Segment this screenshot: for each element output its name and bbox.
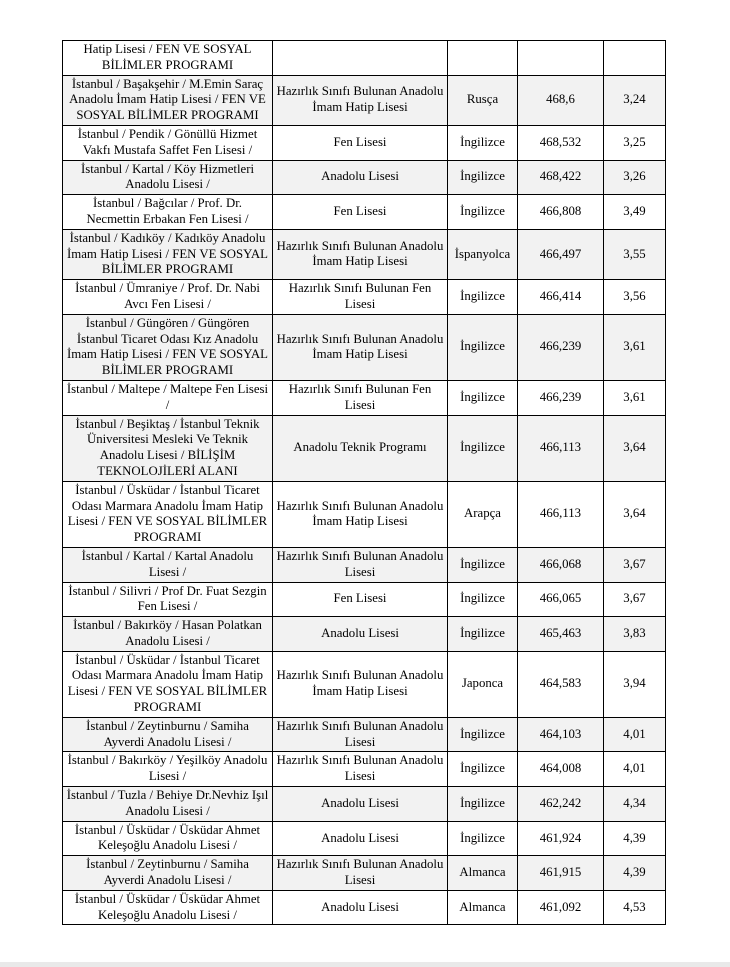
percentile-cell [604,41,666,76]
score-cell: 465,463 [518,617,604,652]
percentile-cell: 4,01 [604,717,666,752]
score-cell: 464,103 [518,717,604,752]
table-row [63,314,666,380]
table-body [63,41,666,925]
percentile-cell: 3,83 [604,617,666,652]
school-type-cell: Hazırlık Sınıfı Bulunan Anadolu İmam Hatip Lisesi [273,314,448,380]
score-cell: 468,532 [518,125,604,160]
school-cell: İstanbul / Tuzla / Behiye Dr.Nevhiz Işıl Anadolu Lisesi / [63,787,273,822]
school-type-cell: Hazırlık Sınıfı Bulunan Anadolu Lisesi [273,752,448,787]
table-row [63,380,666,415]
table-row [63,41,666,76]
percentile-cell: 3,94 [604,651,666,717]
percentile-cell: 3,64 [604,481,666,547]
school-type-cell: Anadolu Teknik Programı [273,415,448,481]
table-row [63,752,666,787]
school-cell: İstanbul / Başakşehir / M.Emin Saraç Anadolu İmam Hatip Lisesi / FEN VE SOSYAL BİLİMLER PROGRAMI [63,75,273,125]
school-cell: İstanbul / Kartal / Köy Hizmetleri Anadolu Lisesi / [63,160,273,195]
score-cell: 468,6 [518,75,604,125]
percentile-cell: 4,53 [604,890,666,925]
language-cell: İngilizce [448,582,518,617]
school-cell: İstanbul / Zeytinburnu / Samiha Ayverdi Anadolu Lisesi / [63,717,273,752]
score-cell: 468,422 [518,160,604,195]
table-row [63,717,666,752]
table-row [63,481,666,547]
school-cell: İstanbul / Güngören / Güngören İstanbul Ticaret Odası Kız Anadolu İmam Hatip Lisesi / FEN VE SOSYAL BİLİMLER PROGRAMI [63,314,273,380]
school-cell: İstanbul / Silivri / Prof Dr. Fuat Sezgin Fen Lisesi / [63,582,273,617]
language-cell: İngilizce [448,380,518,415]
school-cell: İstanbul / Üsküdar / Üsküdar Ahmet Keleşoğlu Anadolu Lisesi / [63,890,273,925]
school-cell: İstanbul / Kadıköy / Kadıköy Anadolu İmam Hatip Lisesi / FEN VE SOSYAL BİLİMLER PROGRAMI [63,229,273,279]
school-cell: İstanbul / Bakırköy / Hasan Polatkan Anadolu Lisesi / [63,617,273,652]
school-cell: İstanbul / Pendik / Gönüllü Hizmet Vakfı Mustafa Saffet Fen Lisesi / [63,125,273,160]
school-type-cell: Hazırlık Sınıfı Bulunan Fen Lisesi [273,280,448,315]
score-cell: 466,065 [518,582,604,617]
language-cell: İngilizce [448,787,518,822]
table-row [63,582,666,617]
score-cell: 461,924 [518,821,604,856]
language-cell: Rusça [448,75,518,125]
language-cell: İngilizce [448,195,518,230]
score-cell: 466,239 [518,380,604,415]
table-row [63,75,666,125]
language-cell: Almanca [448,890,518,925]
percentile-cell: 3,24 [604,75,666,125]
language-cell: İngilizce [448,314,518,380]
score-cell: 466,808 [518,195,604,230]
school-table [62,40,666,925]
score-cell: 466,239 [518,314,604,380]
school-type-cell: Hazırlık Sınıfı Bulunan Anadolu İmam Hatip Lisesi [273,481,448,547]
language-cell: İngilizce [448,752,518,787]
school-type-cell: Anadolu Lisesi [273,787,448,822]
score-cell: 466,113 [518,481,604,547]
school-type-cell: Anadolu Lisesi [273,160,448,195]
table-row [63,195,666,230]
language-cell: Japonca [448,651,518,717]
school-type-cell: Hazırlık Sınıfı Bulunan Anadolu Lisesi [273,547,448,582]
language-cell: İngilizce [448,617,518,652]
table-row [63,821,666,856]
language-cell: İngilizce [448,415,518,481]
percentile-cell: 3,67 [604,547,666,582]
percentile-cell: 3,26 [604,160,666,195]
percentile-cell: 3,49 [604,195,666,230]
school-type-cell [273,41,448,76]
school-cell: İstanbul / Maltepe / Maltepe Fen Lisesi / [63,380,273,415]
school-cell: İstanbul / Üsküdar / İstanbul Ticaret Odası Marmara Anadolu İmam Hatip Lisesi / FEN VE SOSYAL BİLİMLER PROGRAMI [63,481,273,547]
language-cell: İngilizce [448,160,518,195]
language-cell: İspanyolca [448,229,518,279]
table-row [63,890,666,925]
table-row [63,617,666,652]
school-cell: İstanbul / Bağcılar / Prof. Dr. Necmettin Erbakan Fen Lisesi / [63,195,273,230]
percentile-cell: 4,34 [604,787,666,822]
language-cell [448,41,518,76]
percentile-cell: 3,61 [604,314,666,380]
school-type-cell: Hazırlık Sınıfı Bulunan Anadolu İmam Hatip Lisesi [273,651,448,717]
school-cell: Hatip Lisesi / FEN VE SOSYAL BİLİMLER PROGRAMI [63,41,273,76]
school-cell: İstanbul / Üsküdar / İstanbul Ticaret Odası Marmara Anadolu İmam Hatip Lisesi / FEN VE SOSYAL BİLİMLER PROGRAMI [63,651,273,717]
language-cell: İngilizce [448,821,518,856]
table-row [63,280,666,315]
score-cell: 466,068 [518,547,604,582]
score-cell: 466,113 [518,415,604,481]
score-cell: 464,008 [518,752,604,787]
percentile-cell: 3,61 [604,380,666,415]
language-cell: İngilizce [448,717,518,752]
table-row [63,787,666,822]
table-row [63,415,666,481]
percentile-cell: 3,64 [604,415,666,481]
percentile-cell: 3,55 [604,229,666,279]
school-type-cell: Fen Lisesi [273,125,448,160]
language-cell: İngilizce [448,547,518,582]
table-row [63,547,666,582]
school-type-cell: Hazırlık Sınıfı Bulunan Anadolu İmam Hatip Lisesi [273,229,448,279]
percentile-cell: 4,39 [604,821,666,856]
language-cell: Almanca [448,856,518,891]
score-cell: 462,242 [518,787,604,822]
school-cell: İstanbul / Bakırköy / Yeşilköy Anadolu Lisesi / [63,752,273,787]
school-type-cell: Hazırlık Sınıfı Bulunan Fen Lisesi [273,380,448,415]
page-bottom-edge [0,962,730,967]
score-cell [518,41,604,76]
school-type-cell: Anadolu Lisesi [273,617,448,652]
table-row [63,856,666,891]
score-cell: 466,414 [518,280,604,315]
school-cell: İstanbul / Üsküdar / Üsküdar Ahmet Keleşoğlu Anadolu Lisesi / [63,821,273,856]
table-row [63,651,666,717]
score-cell: 461,092 [518,890,604,925]
table-row [63,160,666,195]
school-type-cell: Hazırlık Sınıfı Bulunan Anadolu Lisesi [273,856,448,891]
school-type-cell: Anadolu Lisesi [273,821,448,856]
school-type-cell: Hazırlık Sınıfı Bulunan Anadolu İmam Hatip Lisesi [273,75,448,125]
school-cell: İstanbul / Kartal / Kartal Anadolu Lisesi / [63,547,273,582]
percentile-cell: 3,56 [604,280,666,315]
language-cell: İngilizce [448,280,518,315]
score-cell: 466,497 [518,229,604,279]
table-row [63,125,666,160]
percentile-cell: 3,25 [604,125,666,160]
percentile-cell: 3,67 [604,582,666,617]
language-cell: Arapça [448,481,518,547]
percentile-cell: 4,39 [604,856,666,891]
school-type-cell: Fen Lisesi [273,195,448,230]
school-cell: İstanbul / Zeytinburnu / Samiha Ayverdi Anadolu Lisesi / [63,856,273,891]
score-cell: 461,915 [518,856,604,891]
school-type-cell: Fen Lisesi [273,582,448,617]
school-type-cell: Hazırlık Sınıfı Bulunan Anadolu Lisesi [273,717,448,752]
school-type-cell: Anadolu Lisesi [273,890,448,925]
percentile-cell: 4,01 [604,752,666,787]
language-cell: İngilizce [448,125,518,160]
score-cell: 464,583 [518,651,604,717]
school-cell: İstanbul / Ümraniye / Prof. Dr. Nabi Avcı Fen Lisesi / [63,280,273,315]
table-row [63,229,666,279]
school-cell: İstanbul / Beşiktaş / İstanbul Teknik Üniversitesi Mesleki Ve Teknik Anadolu Lisesi / BİLİŞİM TEKNOLOJİLERİ ALANI [63,415,273,481]
